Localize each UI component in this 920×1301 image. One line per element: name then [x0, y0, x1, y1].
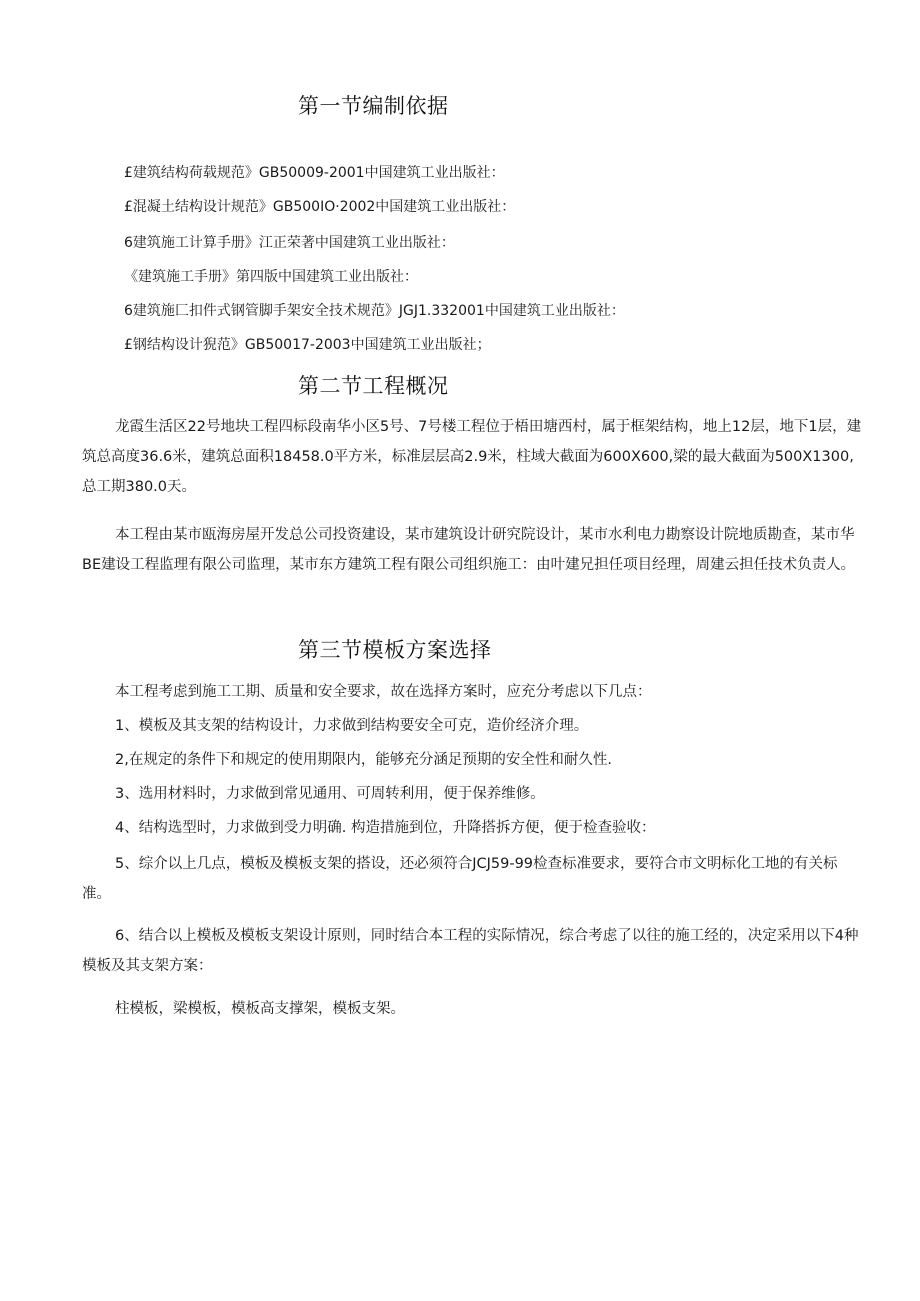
reference-item: £混凝土结构设计规范》GB500IO·2002中国建筑工业出版社：: [124, 199, 516, 215]
reference-item: £建筑结构荷载规范》GB50009-2001中国建筑工业出版社：: [124, 165, 505, 181]
design-point: 1、模板及其支架的结构设计，力求做到结构要安全可克，造价经济介理。: [115, 718, 589, 734]
reference-item: 6建筑施工计算手册》江正荣著中国建筑工业出版社：: [124, 235, 455, 251]
design-point: 3、选用材料时，力求做到常见通用、可周转利用，便于保养维修。: [115, 786, 545, 802]
design-point-6: [82, 921, 862, 981]
design-point-6-text: 6、结合以上模板及模板支架设计原则，同时结合本工程的实际情况，综合考虑了以往的施工经的，决定采用以下4种模板及其支架方案：: [82, 928, 859, 974]
reference-item: 6建筑施匚扣件式钢管脚手架安全技术规范》JGJ1.332001中国建筑工业出版社：: [124, 303, 625, 319]
section3-title: 第三节模板方案选择: [298, 638, 492, 662]
design-point-5: [82, 849, 862, 909]
design-point: 2,在规定的条件下和规定的使用期限内，能够充分涵足预期的安全性和耐久性.: [115, 752, 612, 768]
section1-title: 第一节编制依据: [298, 94, 449, 118]
reference-item: £钢结构设计猊范》GB50017-2003中国建筑工业出版社；: [124, 337, 491, 353]
overview-paragraph: [82, 412, 862, 502]
section2-title: 第二节工程概况: [298, 374, 449, 398]
section3-intro: 本工程考虑到施工工期、质量和安全要求，故在选择方案时，应充分考虑以下几点：: [115, 684, 652, 700]
overview-paragraph-text: 龙霞生活区22号地块工程四标段南华小区5号、7号楼工程位于梧田塘西村，属于框架结构，地上12层，地下1层，建筑总高度36.6米，建筑总面积18458.0平方米，标准层层高2.9米，柱域大截面为600X600,梁的最大截面为500X1300,总工期380.0天。: [82, 419, 862, 495]
design-point: 4、结构选型时，力求做到受力明确. 构造措施到位，升降搭拆方便，便于检查验收：: [115, 820, 656, 836]
design-point-5-text: 5、综介以上几点，模板及模板支架的搭设，还必须符合JCJ59-99检查标准要求，要符合市文明标化工地的有关标准。: [82, 856, 838, 902]
organization-paragraph: [82, 520, 862, 580]
formwork-conclusion: 柱模板，梁模板，模板高支撑架，模板支架。: [115, 1001, 405, 1017]
organization-paragraph-text: 本工程由某市瓯海房屋开发总公司投资建设，某市建筑设计研究院设计，某市水利电力勘察设计院地质勘查，某市华BE建设工程监理有限公司监理，某市东方建筑工程有限公司组织施工：由叶建兄担任项目经理，周建云担任技术负责人。: [82, 527, 856, 573]
reference-item: 《建筑施工手册》第四版中国建筑工业出版社：: [124, 269, 418, 285]
